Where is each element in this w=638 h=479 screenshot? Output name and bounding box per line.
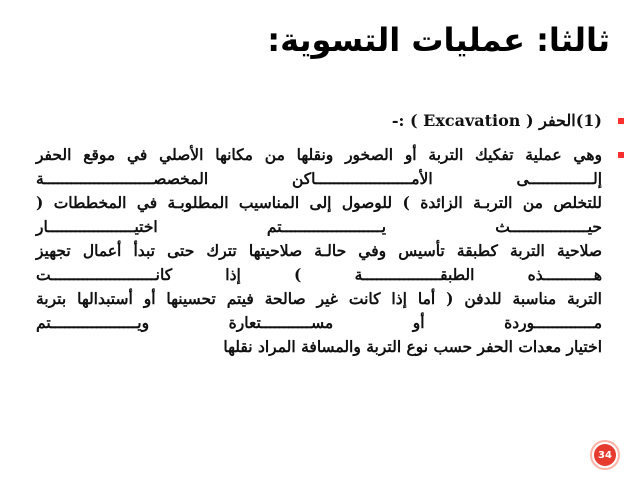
body-line: حيـــــــــــــــــث يــــــــــــــــــــــتم اختيـــــــــــــــــــار (36, 217, 602, 236)
slide-title: ثالثا: عمليات التسوية: (267, 21, 610, 59)
page-number-badge (590, 440, 620, 470)
bullet-marker (618, 152, 624, 158)
body-line: اختيار معدات الحفر حسب نوع التربة والمسافة المراد نقلها (223, 337, 602, 356)
page-number: 34 (594, 444, 616, 466)
body-line: مـــــــــــــوردة أو مســـــــــــتعارة ويـــــــــــــــــــتم (36, 313, 602, 332)
body-line: هـــــــــــذه الطبقـــــــــــــــــة ) إذا كانـــــــــــــــــــــــت (36, 265, 602, 284)
body-line: للتخلص من التربـة الزائدة ) للوصول إلى المناسيب المطلوبـة في المخططات ( (36, 193, 602, 212)
body-line: إلــــــــــــــى الأمـــــــــــــــــــــاكن المخصصــــــــــــــــــــــــة (36, 169, 602, 188)
body-line: صلاحية التربة كطبقة تأسيس وفي حالـة صلاحيتها تترك حتى تبدأ أعمال تجهيز (36, 241, 602, 260)
body-line: التربة مناسبة للدفن ( أما إذا كانت غير صالحة فيتم تحسينها أو أستبدالها بتربة (36, 289, 602, 308)
body-line: وهي عملية تفكيك التربة أو الصخور ونقلها من مكانها الأصلي في موقع الحفر (36, 145, 602, 164)
bullet-marker (618, 118, 624, 124)
excavation-heading: (1)الحفر ( Excavation ) :- (391, 111, 602, 130)
